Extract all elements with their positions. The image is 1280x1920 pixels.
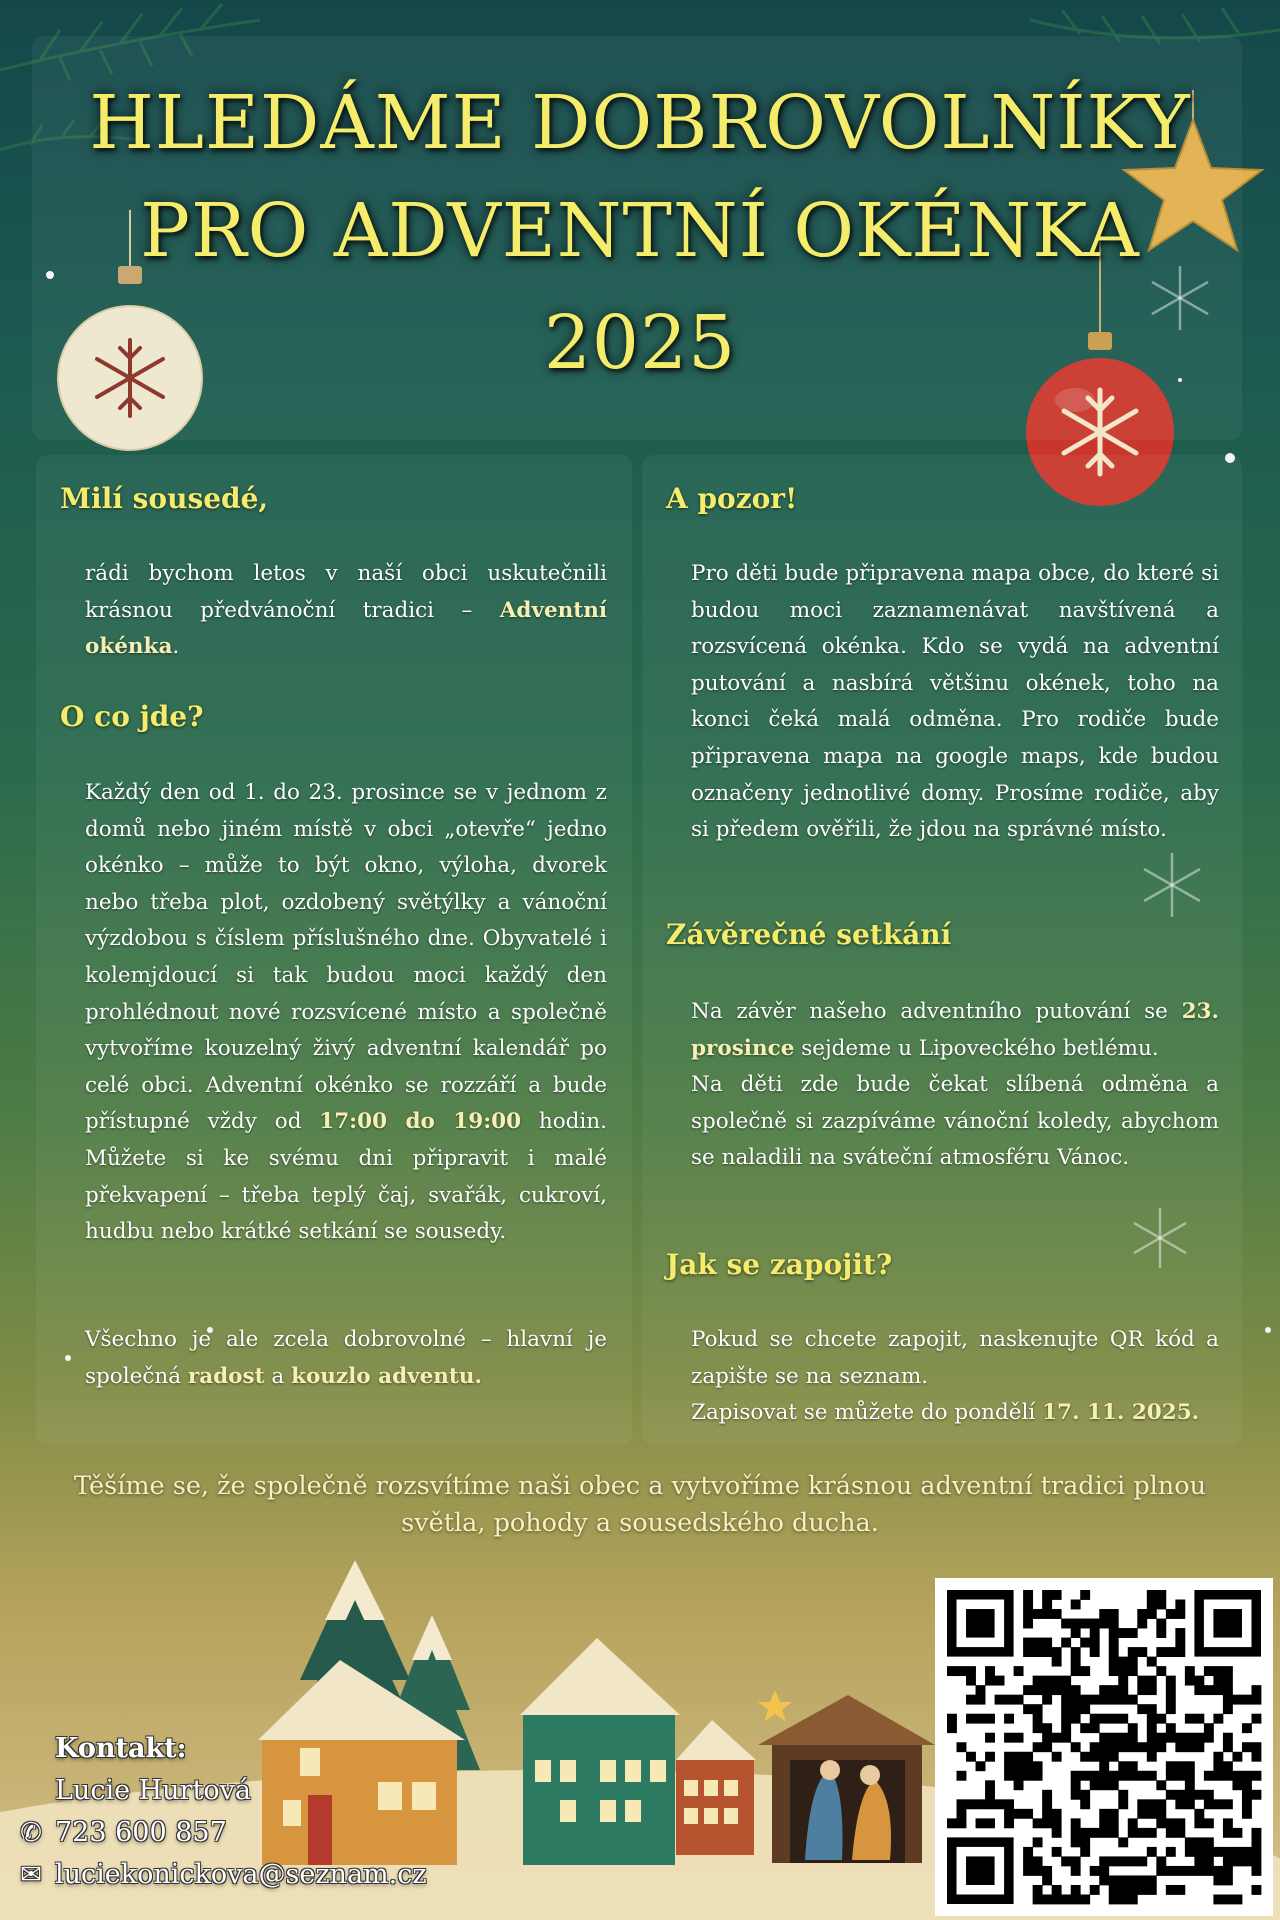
intro-text: rádi bychom letos v naší obci uskutečnili krásnou předvánoční tradici – — [85, 561, 607, 623]
voluntary-magic: kouzlo adventu. — [291, 1363, 482, 1389]
contact-phone[interactable]: 723 600 857 — [55, 1817, 227, 1848]
deadline-paragraph — [691, 1395, 1219, 1432]
contact-name-row — [14, 1770, 454, 1812]
final-meeting-paragraph — [691, 994, 1219, 1067]
what-text: Každý den od 1. do 23. prosince se v jednom z domů nebo jiném místě v obci „otevře“ jedno okénko – může to být okno, výloha, dvorek nebo třeba plot, ozdobený světýlky a vánoční výzdobou s číslem příslušného dne. Obyvatelé i kolemjdoucí si tak budou moci každý den prohlédnout nové rozsvícené místo a společně vytvoříme kouzelný živý adventní kalendář po celé obci. Adventní okénko se rozzáří a bude přístupné vždy od — [85, 780, 607, 1135]
contact-phone-row — [14, 1812, 454, 1854]
contact-name: Lucie Hurtová — [55, 1775, 251, 1806]
contact-label-row — [14, 1728, 454, 1770]
voluntary-text: Všechno je ale zcela dobrovolné – hlavní je společná — [85, 1327, 607, 1389]
contact-label: Kontakt: — [55, 1733, 187, 1764]
attention-heading: A pozor! — [666, 482, 798, 515]
envelope-icon: ✉ — [20, 1860, 42, 1890]
contact-email[interactable]: luciekonickova@seznam.cz — [55, 1859, 427, 1890]
what-paragraph — [85, 775, 607, 1251]
opening-hours: 17:00 do 19:00 — [319, 1109, 522, 1135]
contact-email-row — [14, 1854, 454, 1896]
attention-paragraph: Pro děti bude připravena mapa obce, do které si budou moci zaznamenávat navštívená a rozsvícená okénka. Kdo se vydá na adventní putování a nasbírá většinu okének, toho na konci čeká malá odměna. Pro rodiče bude připravena mapa na google maps, kde budou označeny jednotlivé domy. Prosíme rodiče, aby si předem ověřili, že jdou na správné místo. — [691, 561, 1219, 843]
deadline-date: 17. 11. 2025. — [1042, 1400, 1200, 1425]
what-heading: O co jde? — [60, 700, 204, 733]
deadline-text: Zapisovat se můžete do pondělí — [691, 1400, 1043, 1425]
final-text: Na závěr našeho adventního putování se — [691, 999, 1182, 1024]
voluntary-joy: radost — [187, 1363, 265, 1389]
final-meeting-heading: Závěrečné setkání — [666, 918, 952, 951]
intro-paragraph — [85, 556, 607, 666]
final-meeting-paragraph-2: Na děti zde bude čekat slíbená odměna a společně si zazpíváme vánoční koledy, abychom se naladili na sváteční atmosféru Vánoc. — [691, 1072, 1219, 1171]
join-paragraph: Pokud se chcete zapojit, naskenujte QR kód a zapište se na seznam. — [691, 1327, 1219, 1389]
qr-code[interactable] — [935, 1578, 1273, 1916]
greeting-heading: Milí sousedé, — [60, 482, 269, 515]
final-place: sejdeme u Lipoveckého betlému. — [794, 1035, 1159, 1061]
what-text-end: hodin. Můžete si ke svému dni připravit i malé překvapení – třeba teplý čaj, svařák, cukroví, hudbu nebo krátké setkání se sousedy. — [85, 1109, 607, 1245]
intro-end: . — [172, 634, 180, 660]
voluntary-and: a — [264, 1363, 292, 1389]
contact-block — [14, 1728, 454, 1896]
qr-code-image — [935, 1578, 1273, 1916]
phone-icon: ✆ — [20, 1818, 42, 1848]
final-date: 23. prosince — [691, 999, 1219, 1061]
page-title-year: 2025 — [543, 300, 737, 386]
join-heading: Jak se zapojit? — [666, 1248, 893, 1281]
closing-text: Těšíme se, že společně rozsvítíme naši obec a vytvoříme krásnou adventní tradici plnou světla, pohody a sousedského ducha. — [74, 1471, 1206, 1538]
voluntary-paragraph — [85, 1322, 607, 1395]
intro-highlight: Adventní okénka — [85, 597, 607, 660]
page-title-line-1: HLEDÁME DOBROVOLNÍKY — [89, 80, 1191, 166]
page-title-line-2: PRO ADVENTNÍ OKÉNKA — [140, 188, 1140, 274]
